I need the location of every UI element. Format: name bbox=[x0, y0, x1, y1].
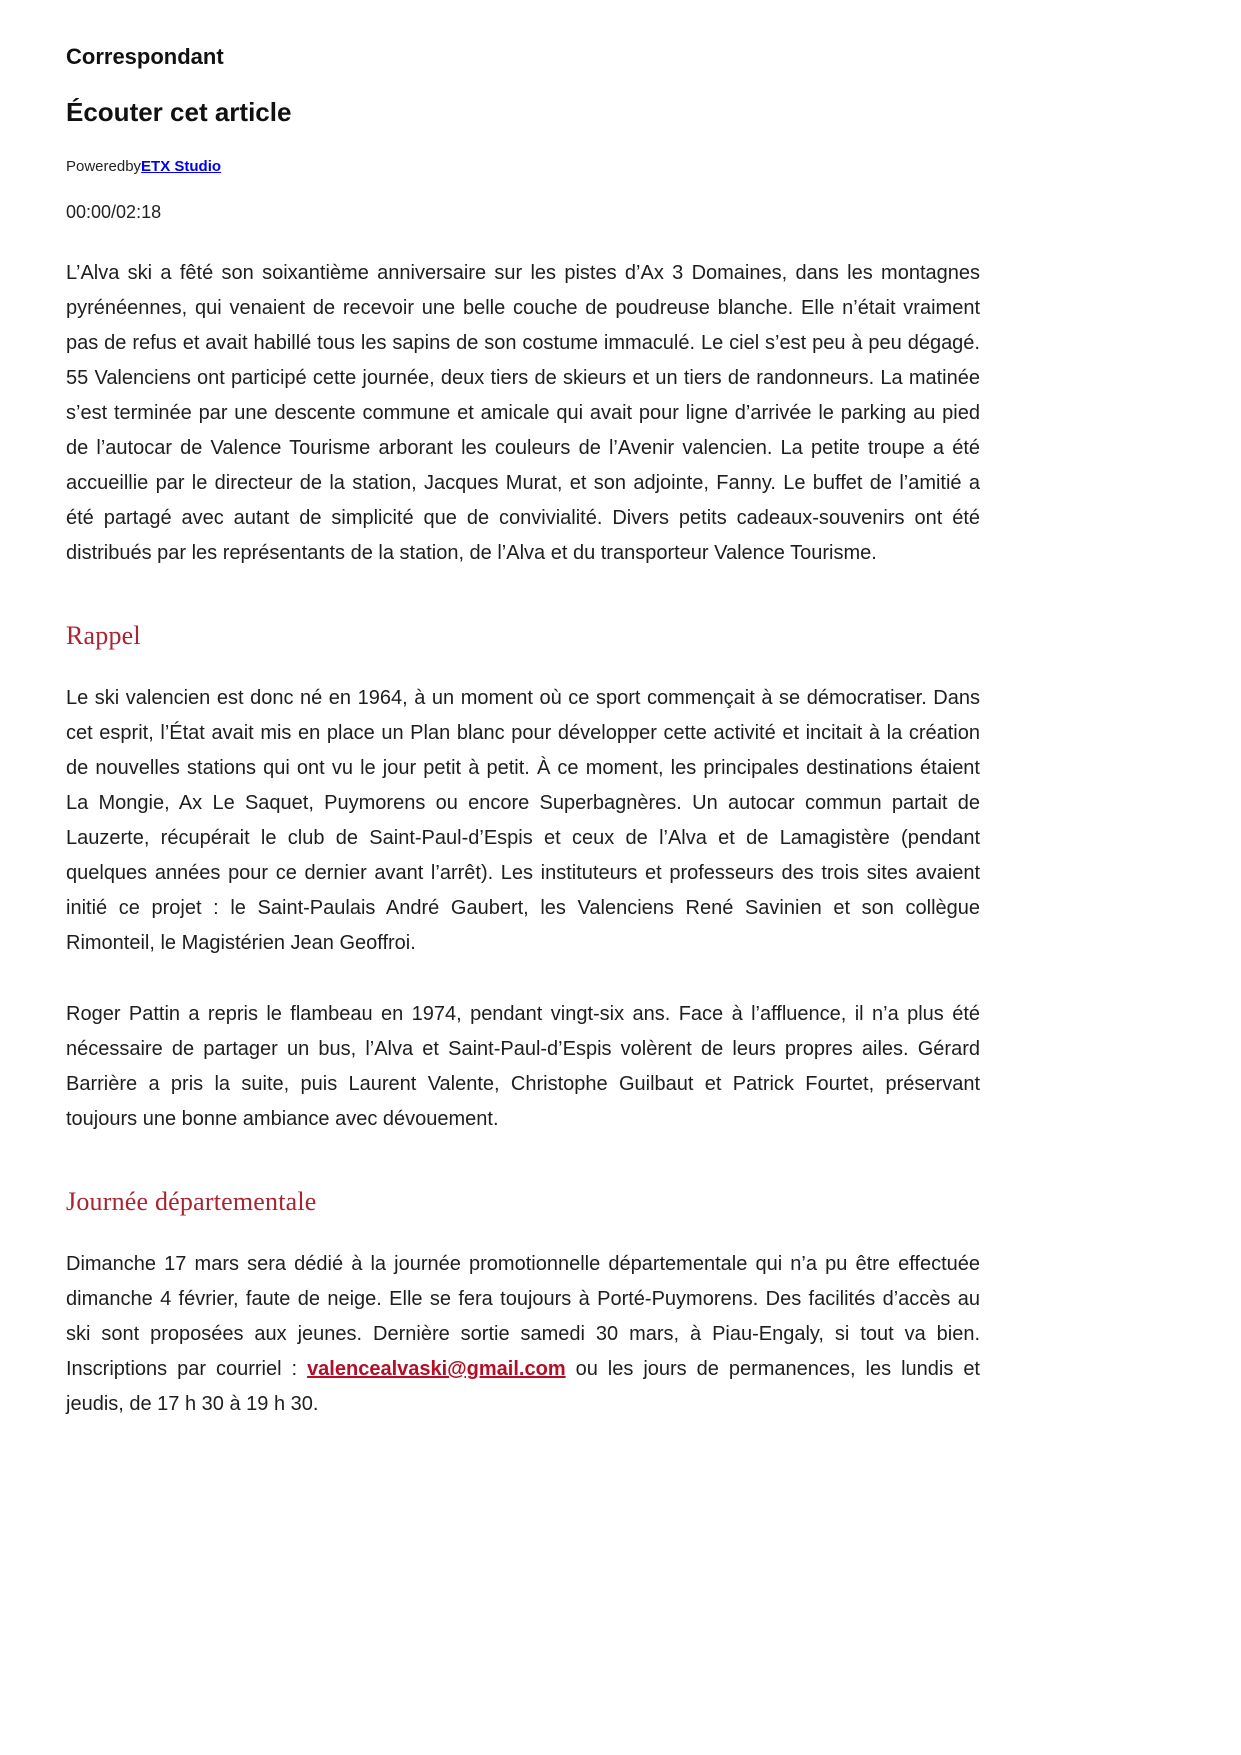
intro-paragraph: L’Alva ski a fêté son soixantième anniversaire sur les pistes d’Ax 3 Domaines, dans les montagnes pyrénéennes, qui venaient de recevoir une belle couche de poudreuse blanche. Elle n’était vraiment pas de refus et avait habillé tous les sapins de son costume immaculé. Le ciel s’est peu à peu dégagé. 55 Valenciens ont participé cette journée, deux tiers de skieurs et un tiers de randonneurs. La matinée s’est terminée par une descente commune et amicale qui avait pour ligne d’arrivée le parking au pied de l’autocar de Valence Tourisme arborant les couleurs de l’Avenir valencien. La petite troupe a été accueillie par le directeur de la station, Jacques Murat, et son adjointe, Fanny. Le buffet de l’amitié a été partagé avec autant de simplicité que de convivialité. Divers petits cadeaux-souvenirs ont été distribués par les représentants de la station, de l’Alva et du transporteur Valence Tourisme. bbox=[66, 262, 980, 564]
section-heading-rappel: Rappel bbox=[66, 621, 141, 650]
section-heading-journee-departementale: Journée départementale bbox=[66, 1187, 317, 1216]
journee-text-before-link: Dimanche 17 mars sera dédié à la journée promotionnelle départementale qui n’a pu être effectuée dimanche 4 février, faute de neige. Elle se fera toujours à Porté-Puymorens. Des facilités d’accès au ski sont proposées aux jeunes. Dernière sortie samedi 30 mars, à Piau-Engaly, si tout va bien. Inscriptions par courriel : bbox=[66, 1253, 980, 1380]
powered-by bbox=[66, 158, 980, 175]
email-link[interactable]: valencealvaski@gmail.com bbox=[307, 1358, 566, 1380]
powered-by-prefix: Poweredby bbox=[66, 158, 142, 175]
rappel-paragraph-1: Le ski valencien est donc né en 1964, à un moment où ce sport commençait à se démocratiser. Dans cet esprit, l’État avait mis en place un Plan blanc pour développer cette activité et incitait à la création de nouvelles stations qui ont vu le jour petit à petit. À ce moment, les principales destinations étaient La Mongie, Ax Le Saquet, Puymorens ou encore Superbagnères. Un autocar commun partait de Lauzerte, récupérait le club de Saint-Paul-d’Espis et ceux de l’Alva et de Lamagistère (pendant quelques années pour ce dernier avant l’arrêt). Les instituteurs et professeurs des trois sites avaient initié ce projet : le Saint-Paulais André Gaubert, les Valenciens René Savinien et son collègue Rimonteil, le Magistérien Jean Geoffroi. bbox=[66, 687, 980, 954]
rappel-paragraph-2: Roger Pattin a repris le flambeau en 1974, pendant vingt-six ans. Face à l’affluence, il n’a plus été nécessaire de partager un bus, l’Alva et Saint-Paul-d’Espis volèrent de leurs propres ailes. Gérard Barrière a pris la suite, puis Laurent Valente, Christophe Guilbaut et Patrick Fourtet, préservant toujours une bonne ambiance avec dévouement. bbox=[66, 1003, 980, 1130]
etx-studio-link[interactable]: ETX Studio bbox=[141, 158, 222, 175]
page-title: Écouter cet article bbox=[66, 97, 292, 127]
kicker: Correspondant bbox=[66, 44, 224, 69]
audio-time: 00:00/02:18 bbox=[66, 202, 162, 222]
journee-paragraph bbox=[66, 1247, 980, 1422]
journee-text-after-link: ou les jours de permanences, les lundis et jeudis, de 17 h 30 à 19 h 30. bbox=[66, 1358, 980, 1415]
